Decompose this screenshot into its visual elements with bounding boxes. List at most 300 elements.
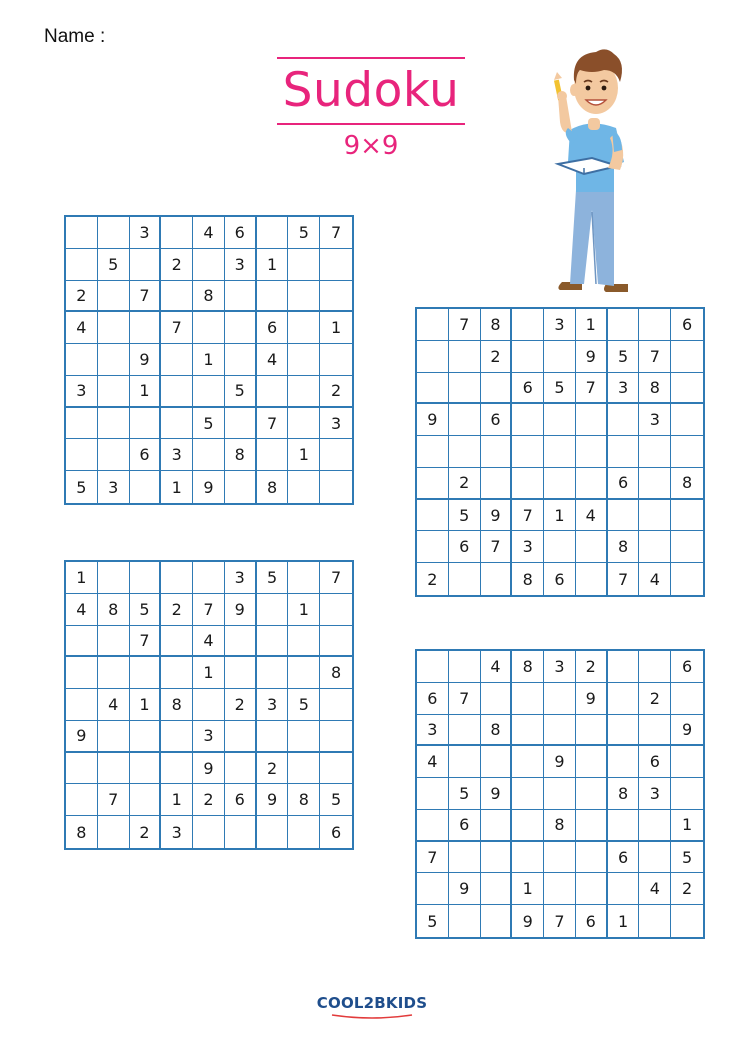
sudoku-cell[interactable]: 9 <box>544 746 576 778</box>
sudoku-cell[interactable]: 4 <box>66 312 98 344</box>
sudoku-cell[interactable] <box>639 905 671 937</box>
sudoku-cell[interactable]: 7 <box>544 905 576 937</box>
sudoku-cell[interactable]: 8 <box>481 309 513 341</box>
sudoku-cell[interactable] <box>417 373 449 405</box>
sudoku-cell[interactable]: 6 <box>671 651 703 683</box>
sudoku-cell[interactable]: 5 <box>193 408 225 440</box>
sudoku-cell[interactable] <box>66 217 98 249</box>
sudoku-cell[interactable] <box>257 594 289 626</box>
sudoku-cell[interactable]: 8 <box>98 594 130 626</box>
sudoku-cell[interactable] <box>608 651 640 683</box>
sudoku-cell[interactable] <box>512 404 544 436</box>
sudoku-cell[interactable] <box>66 408 98 440</box>
sudoku-cell[interactable] <box>417 341 449 373</box>
sudoku-cell[interactable] <box>161 657 193 689</box>
sudoku-cell[interactable]: 3 <box>639 404 671 436</box>
sudoku-cell[interactable] <box>225 344 257 376</box>
sudoku-cell[interactable]: 5 <box>671 842 703 874</box>
sudoku-cell[interactable] <box>608 683 640 715</box>
sudoku-cell[interactable]: 4 <box>481 651 513 683</box>
sudoku-cell[interactable]: 6 <box>512 373 544 405</box>
sudoku-cell[interactable] <box>512 436 544 468</box>
sudoku-cell[interactable]: 1 <box>193 344 225 376</box>
sudoku-cell[interactable] <box>639 810 671 842</box>
sudoku-cell[interactable] <box>98 217 130 249</box>
sudoku-cell[interactable] <box>417 436 449 468</box>
sudoku-cell[interactable]: 7 <box>257 408 289 440</box>
sudoku-cell[interactable]: 9 <box>193 753 225 785</box>
sudoku-cell[interactable]: 1 <box>288 439 320 471</box>
sudoku-cell[interactable] <box>320 344 352 376</box>
sudoku-cell[interactable] <box>608 873 640 905</box>
sudoku-cell[interactable]: 8 <box>512 651 544 683</box>
sudoku-cell[interactable] <box>671 683 703 715</box>
sudoku-cell[interactable] <box>288 376 320 408</box>
sudoku-cell[interactable]: 5 <box>544 373 576 405</box>
sudoku-cell[interactable]: 3 <box>130 217 162 249</box>
sudoku-cell[interactable] <box>98 376 130 408</box>
sudoku-cell[interactable] <box>193 562 225 594</box>
sudoku-cell[interactable] <box>225 408 257 440</box>
sudoku-cell[interactable] <box>671 778 703 810</box>
sudoku-cell[interactable]: 8 <box>225 439 257 471</box>
sudoku-cell[interactable]: 8 <box>608 778 640 810</box>
sudoku-cell[interactable] <box>193 249 225 281</box>
sudoku-cell[interactable] <box>639 436 671 468</box>
sudoku-cell[interactable] <box>576 404 608 436</box>
sudoku-cell[interactable]: 6 <box>544 563 576 595</box>
sudoku-cell[interactable] <box>671 404 703 436</box>
sudoku-cell[interactable]: 1 <box>130 689 162 721</box>
sudoku-cell[interactable]: 5 <box>257 562 289 594</box>
sudoku-cell[interactable] <box>481 468 513 500</box>
sudoku-cell[interactable]: 1 <box>130 376 162 408</box>
sudoku-cell[interactable] <box>449 651 481 683</box>
sudoku-cell[interactable]: 8 <box>544 810 576 842</box>
sudoku-cell[interactable]: 9 <box>225 594 257 626</box>
sudoku-cell[interactable]: 5 <box>417 905 449 937</box>
sudoku-cell[interactable]: 5 <box>130 594 162 626</box>
sudoku-cell[interactable] <box>98 344 130 376</box>
sudoku-cell[interactable] <box>608 810 640 842</box>
sudoku-cell[interactable] <box>193 689 225 721</box>
sudoku-cell[interactable]: 2 <box>417 563 449 595</box>
sudoku-cell[interactable]: 6 <box>449 531 481 563</box>
sudoku-cell[interactable] <box>671 373 703 405</box>
sudoku-cell[interactable] <box>161 408 193 440</box>
sudoku-cell[interactable] <box>576 778 608 810</box>
sudoku-cell[interactable]: 6 <box>608 468 640 500</box>
sudoku-cell[interactable] <box>512 715 544 747</box>
sudoku-cell[interactable]: 6 <box>481 404 513 436</box>
sudoku-cell[interactable]: 9 <box>671 715 703 747</box>
sudoku-cell[interactable] <box>449 436 481 468</box>
sudoku-cell[interactable] <box>417 651 449 683</box>
sudoku-cell[interactable]: 7 <box>98 784 130 816</box>
sudoku-cell[interactable] <box>512 810 544 842</box>
sudoku-cell[interactable]: 4 <box>98 689 130 721</box>
sudoku-cell[interactable]: 6 <box>576 905 608 937</box>
sudoku-cell[interactable] <box>639 531 671 563</box>
sudoku-cell[interactable]: 1 <box>576 309 608 341</box>
sudoku-cell[interactable] <box>288 626 320 658</box>
sudoku-cell[interactable]: 8 <box>481 715 513 747</box>
sudoku-cell[interactable]: 1 <box>320 312 352 344</box>
sudoku-cell[interactable] <box>576 873 608 905</box>
sudoku-cell[interactable] <box>512 842 544 874</box>
sudoku-cell[interactable] <box>320 471 352 503</box>
sudoku-cell[interactable] <box>671 905 703 937</box>
sudoku-cell[interactable] <box>66 784 98 816</box>
sudoku-cell[interactable] <box>639 651 671 683</box>
sudoku-cell[interactable] <box>130 784 162 816</box>
sudoku-cell[interactable]: 8 <box>193 281 225 313</box>
sudoku-cell[interactable] <box>449 746 481 778</box>
sudoku-cell[interactable] <box>481 373 513 405</box>
sudoku-cell[interactable] <box>130 657 162 689</box>
sudoku-cell[interactable]: 5 <box>449 778 481 810</box>
sudoku-cell[interactable] <box>161 721 193 753</box>
sudoku-cell[interactable] <box>417 531 449 563</box>
sudoku-cell[interactable]: 6 <box>608 842 640 874</box>
sudoku-cell[interactable] <box>481 436 513 468</box>
sudoku-cell[interactable] <box>66 753 98 785</box>
sudoku-cell[interactable]: 1 <box>161 471 193 503</box>
sudoku-cell[interactable] <box>66 689 98 721</box>
sudoku-cell[interactable] <box>66 626 98 658</box>
sudoku-cell[interactable]: 2 <box>639 683 671 715</box>
sudoku-cell[interactable]: 4 <box>193 217 225 249</box>
sudoku-cell[interactable]: 5 <box>288 689 320 721</box>
sudoku-cell[interactable]: 8 <box>288 784 320 816</box>
sudoku-cell[interactable] <box>544 873 576 905</box>
sudoku-cell[interactable] <box>225 657 257 689</box>
sudoku-cell[interactable]: 6 <box>639 746 671 778</box>
sudoku-cell[interactable]: 1 <box>257 249 289 281</box>
sudoku-cell[interactable] <box>288 249 320 281</box>
sudoku-cell[interactable]: 3 <box>225 249 257 281</box>
sudoku-cell[interactable]: 6 <box>257 312 289 344</box>
sudoku-cell[interactable]: 4 <box>193 626 225 658</box>
sudoku-cell[interactable] <box>225 471 257 503</box>
sudoku-cell[interactable]: 2 <box>671 873 703 905</box>
sudoku-cell[interactable]: 6 <box>671 309 703 341</box>
sudoku-cell[interactable] <box>449 842 481 874</box>
sudoku-cell[interactable] <box>576 563 608 595</box>
sudoku-cell[interactable]: 9 <box>576 341 608 373</box>
sudoku-cell[interactable] <box>608 404 640 436</box>
sudoku-cell[interactable]: 1 <box>66 562 98 594</box>
sudoku-cell[interactable]: 6 <box>225 217 257 249</box>
sudoku-cell[interactable] <box>608 436 640 468</box>
sudoku-cell[interactable]: 9 <box>481 778 513 810</box>
sudoku-cell[interactable] <box>130 721 162 753</box>
sudoku-cell[interactable]: 2 <box>161 249 193 281</box>
sudoku-cell[interactable] <box>98 281 130 313</box>
sudoku-cell[interactable] <box>98 626 130 658</box>
sudoku-cell[interactable] <box>512 468 544 500</box>
sudoku-cell[interactable] <box>288 753 320 785</box>
sudoku-cell[interactable]: 3 <box>225 562 257 594</box>
sudoku-cell[interactable]: 1 <box>288 594 320 626</box>
sudoku-cell[interactable] <box>449 341 481 373</box>
sudoku-cell[interactable]: 7 <box>130 281 162 313</box>
sudoku-cell[interactable] <box>66 657 98 689</box>
sudoku-cell[interactable] <box>257 657 289 689</box>
sudoku-cell[interactable]: 8 <box>257 471 289 503</box>
sudoku-cell[interactable]: 5 <box>66 471 98 503</box>
sudoku-cell[interactable] <box>130 249 162 281</box>
sudoku-cell[interactable]: 5 <box>225 376 257 408</box>
sudoku-cell[interactable]: 9 <box>449 873 481 905</box>
sudoku-cell[interactable] <box>257 281 289 313</box>
sudoku-cell[interactable] <box>193 376 225 408</box>
sudoku-cell[interactable]: 9 <box>66 721 98 753</box>
sudoku-cell[interactable] <box>257 217 289 249</box>
sudoku-cell[interactable] <box>417 468 449 500</box>
sudoku-cell[interactable] <box>544 404 576 436</box>
sudoku-cell[interactable] <box>417 810 449 842</box>
sudoku-cell[interactable] <box>130 312 162 344</box>
sudoku-cell[interactable] <box>98 562 130 594</box>
sudoku-cell[interactable]: 7 <box>576 373 608 405</box>
sudoku-cell[interactable] <box>417 873 449 905</box>
sudoku-cell[interactable] <box>161 281 193 313</box>
sudoku-cell[interactable] <box>671 531 703 563</box>
sudoku-cell[interactable] <box>481 746 513 778</box>
sudoku-cell[interactable] <box>608 309 640 341</box>
sudoku-cell[interactable]: 4 <box>639 873 671 905</box>
sudoku-cell[interactable]: 7 <box>320 562 352 594</box>
sudoku-cell[interactable]: 2 <box>481 341 513 373</box>
sudoku-cell[interactable]: 8 <box>671 468 703 500</box>
sudoku-cell[interactable] <box>576 842 608 874</box>
sudoku-cell[interactable] <box>288 471 320 503</box>
sudoku-cell[interactable] <box>130 562 162 594</box>
sudoku-cell[interactable]: 2 <box>257 753 289 785</box>
sudoku-cell[interactable] <box>481 873 513 905</box>
sudoku-cell[interactable]: 9 <box>130 344 162 376</box>
sudoku-cell[interactable]: 7 <box>161 312 193 344</box>
sudoku-cell[interactable]: 8 <box>161 689 193 721</box>
sudoku-cell[interactable] <box>481 905 513 937</box>
sudoku-cell[interactable]: 7 <box>639 341 671 373</box>
sudoku-cell[interactable] <box>257 439 289 471</box>
sudoku-cell[interactable]: 7 <box>608 563 640 595</box>
sudoku-cell[interactable]: 3 <box>161 816 193 848</box>
sudoku-cell[interactable]: 9 <box>193 471 225 503</box>
sudoku-cell[interactable]: 8 <box>639 373 671 405</box>
sudoku-cell[interactable] <box>161 217 193 249</box>
sudoku-cell[interactable] <box>288 312 320 344</box>
sudoku-cell[interactable]: 7 <box>193 594 225 626</box>
sudoku-cell[interactable] <box>288 344 320 376</box>
sudoku-cell[interactable]: 7 <box>449 683 481 715</box>
sudoku-cell[interactable] <box>639 468 671 500</box>
sudoku-cell[interactable]: 9 <box>257 784 289 816</box>
sudoku-cell[interactable]: 3 <box>608 373 640 405</box>
sudoku-cell[interactable]: 7 <box>481 531 513 563</box>
sudoku-cell[interactable]: 4 <box>417 746 449 778</box>
sudoku-cell[interactable] <box>288 562 320 594</box>
sudoku-cell[interactable] <box>98 439 130 471</box>
sudoku-cell[interactable] <box>161 626 193 658</box>
sudoku-cell[interactable] <box>257 626 289 658</box>
sudoku-cell[interactable] <box>161 753 193 785</box>
sudoku-cell[interactable] <box>288 657 320 689</box>
sudoku-cell[interactable]: 4 <box>257 344 289 376</box>
sudoku-cell[interactable]: 5 <box>608 341 640 373</box>
sudoku-cell[interactable]: 5 <box>320 784 352 816</box>
sudoku-cell[interactable] <box>161 376 193 408</box>
sudoku-cell[interactable] <box>225 312 257 344</box>
sudoku-cell[interactable] <box>288 281 320 313</box>
sudoku-cell[interactable]: 5 <box>288 217 320 249</box>
sudoku-cell[interactable] <box>161 344 193 376</box>
sudoku-cell[interactable] <box>481 842 513 874</box>
sudoku-cell[interactable]: 2 <box>320 376 352 408</box>
sudoku-cell[interactable] <box>512 683 544 715</box>
sudoku-cell[interactable]: 3 <box>512 531 544 563</box>
sudoku-cell[interactable] <box>193 816 225 848</box>
sudoku-cell[interactable]: 4 <box>576 500 608 532</box>
sudoku-cell[interactable] <box>449 404 481 436</box>
sudoku-cell[interactable] <box>639 715 671 747</box>
sudoku-cell[interactable] <box>544 715 576 747</box>
sudoku-cell[interactable] <box>481 683 513 715</box>
sudoku-cell[interactable] <box>576 436 608 468</box>
sudoku-cell[interactable]: 3 <box>639 778 671 810</box>
sudoku-cell[interactable] <box>288 816 320 848</box>
sudoku-cell[interactable] <box>320 439 352 471</box>
sudoku-cell[interactable] <box>671 341 703 373</box>
sudoku-cell[interactable] <box>257 376 289 408</box>
sudoku-cell[interactable] <box>512 309 544 341</box>
sudoku-cell[interactable]: 6 <box>417 683 449 715</box>
sudoku-cell[interactable]: 6 <box>449 810 481 842</box>
sudoku-cell[interactable] <box>544 778 576 810</box>
sudoku-cell[interactable] <box>98 721 130 753</box>
sudoku-cell[interactable] <box>544 341 576 373</box>
sudoku-cell[interactable] <box>576 715 608 747</box>
sudoku-cell[interactable]: 7 <box>512 500 544 532</box>
sudoku-cell[interactable] <box>98 816 130 848</box>
sudoku-cell[interactable]: 1 <box>193 657 225 689</box>
sudoku-cell[interactable] <box>417 500 449 532</box>
sudoku-cell[interactable] <box>130 753 162 785</box>
sudoku-cell[interactable]: 2 <box>225 689 257 721</box>
sudoku-cell[interactable] <box>98 312 130 344</box>
sudoku-cell[interactable]: 3 <box>257 689 289 721</box>
sudoku-cell[interactable] <box>193 439 225 471</box>
sudoku-cell[interactable]: 1 <box>512 873 544 905</box>
sudoku-cell[interactable]: 9 <box>481 500 513 532</box>
sudoku-cell[interactable] <box>639 842 671 874</box>
sudoku-cell[interactable] <box>225 816 257 848</box>
sudoku-cell[interactable]: 8 <box>608 531 640 563</box>
sudoku-cell[interactable]: 3 <box>66 376 98 408</box>
sudoku-cell[interactable] <box>130 408 162 440</box>
sudoku-cell[interactable] <box>544 468 576 500</box>
sudoku-cell[interactable] <box>66 344 98 376</box>
sudoku-cell[interactable] <box>193 312 225 344</box>
sudoku-cell[interactable]: 9 <box>417 404 449 436</box>
sudoku-cell[interactable]: 7 <box>417 842 449 874</box>
sudoku-cell[interactable]: 7 <box>320 217 352 249</box>
sudoku-cell[interactable] <box>576 746 608 778</box>
sudoku-cell[interactable] <box>544 531 576 563</box>
sudoku-cell[interactable] <box>225 721 257 753</box>
sudoku-cell[interactable]: 9 <box>576 683 608 715</box>
sudoku-cell[interactable]: 1 <box>161 784 193 816</box>
sudoku-cell[interactable] <box>161 562 193 594</box>
sudoku-cell[interactable] <box>320 594 352 626</box>
sudoku-cell[interactable]: 1 <box>544 500 576 532</box>
sudoku-cell[interactable] <box>449 373 481 405</box>
sudoku-cell[interactable]: 6 <box>130 439 162 471</box>
sudoku-cell[interactable] <box>225 281 257 313</box>
sudoku-cell[interactable] <box>544 436 576 468</box>
sudoku-cell[interactable]: 6 <box>331 822 342 842</box>
sudoku-cell[interactable] <box>639 309 671 341</box>
sudoku-cell[interactable]: 7 <box>130 626 162 658</box>
sudoku-cell[interactable] <box>320 753 352 785</box>
sudoku-cell[interactable] <box>512 746 544 778</box>
sudoku-cell[interactable] <box>320 689 352 721</box>
sudoku-cell[interactable]: 8 <box>320 657 352 689</box>
sudoku-cell[interactable]: 8 <box>66 816 98 848</box>
sudoku-cell[interactable] <box>257 721 289 753</box>
sudoku-cell[interactable] <box>66 439 98 471</box>
sudoku-cell[interactable] <box>417 778 449 810</box>
sudoku-cell[interactable]: 4 <box>639 563 671 595</box>
sudoku-cell[interactable] <box>225 626 257 658</box>
sudoku-cell[interactable] <box>481 563 513 595</box>
sudoku-cell[interactable]: 5 <box>449 500 481 532</box>
sudoku-cell[interactable] <box>512 341 544 373</box>
sudoku-cell[interactable]: 3 <box>544 309 576 341</box>
sudoku-cell[interactable]: 8 <box>512 563 544 595</box>
sudoku-cell[interactable]: 2 <box>66 281 98 313</box>
sudoku-cell[interactable] <box>639 500 671 532</box>
sudoku-cell[interactable] <box>576 531 608 563</box>
sudoku-cell[interactable]: 2 <box>161 594 193 626</box>
sudoku-cell[interactable] <box>98 657 130 689</box>
sudoku-cell[interactable] <box>288 408 320 440</box>
sudoku-cell[interactable]: 3 <box>417 715 449 747</box>
sudoku-cell[interactable]: 3 <box>320 408 352 440</box>
sudoku-cell[interactable] <box>320 249 352 281</box>
sudoku-cell[interactable] <box>98 408 130 440</box>
sudoku-cell[interactable]: 4 <box>66 594 98 626</box>
sudoku-cell[interactable] <box>320 626 352 658</box>
sudoku-cell[interactable] <box>671 563 703 595</box>
sudoku-cell[interactable] <box>66 249 98 281</box>
sudoku-cell[interactable] <box>671 500 703 532</box>
sudoku-cell[interactable] <box>320 721 352 753</box>
sudoku-cell[interactable]: 2 <box>576 651 608 683</box>
sudoku-cell[interactable] <box>671 746 703 778</box>
sudoku-cell[interactable]: 2 <box>449 468 481 500</box>
sudoku-cell[interactable] <box>481 810 513 842</box>
sudoku-cell[interactable] <box>257 816 289 848</box>
sudoku-cell[interactable] <box>576 468 608 500</box>
sudoku-cell[interactable]: 3 <box>161 439 193 471</box>
sudoku-cell[interactable]: 1 <box>671 810 703 842</box>
sudoku-cell[interactable] <box>225 753 257 785</box>
sudoku-cell[interactable] <box>544 842 576 874</box>
sudoku-cell[interactable] <box>671 436 703 468</box>
